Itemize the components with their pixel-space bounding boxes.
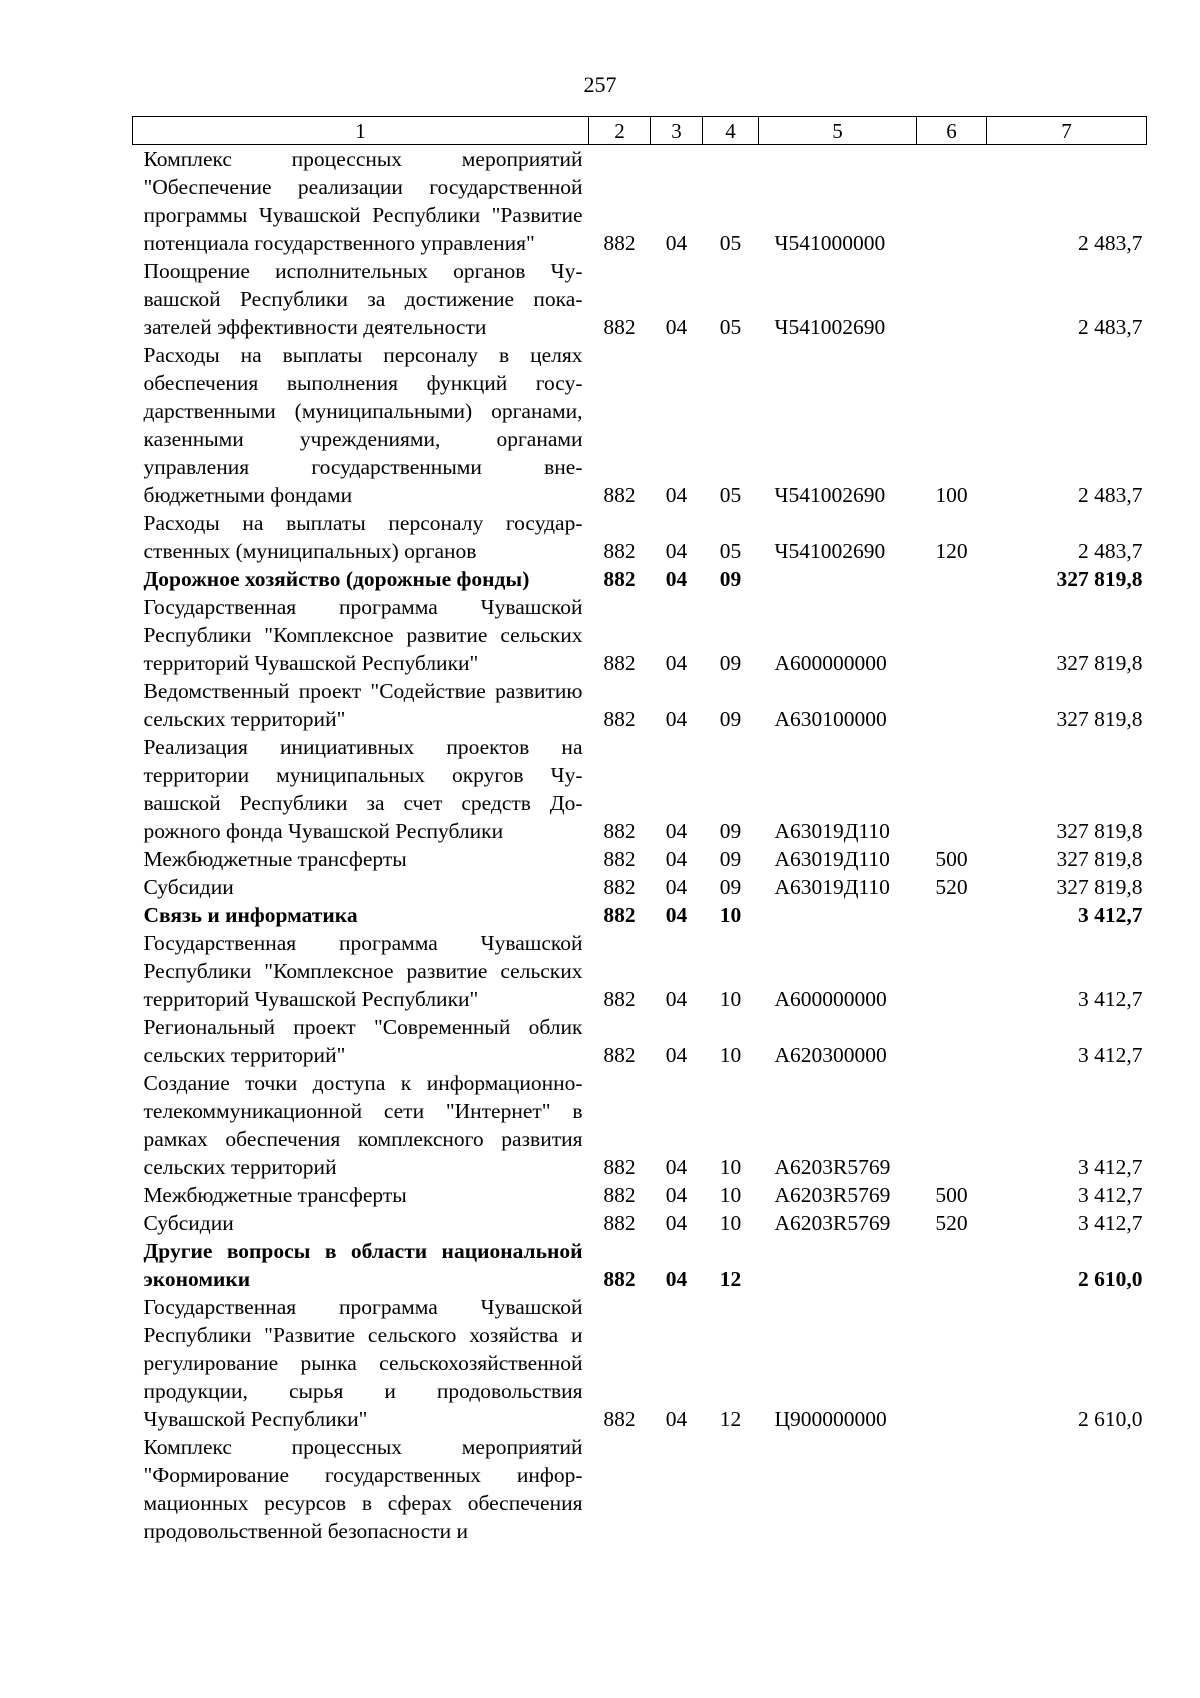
admin-code-cell: 882 xyxy=(603,847,636,871)
row-name-cell: Реализация инициативных проектов на территории муниципальных округов Чувашской Республики за счет средств Дорожного фонда Чувашской Республики xyxy=(143,735,583,843)
column-header: 4 xyxy=(703,117,759,145)
section-cell: 04 xyxy=(665,1043,688,1067)
amount-cell: 327 819,8 xyxy=(1056,847,1143,871)
section-cell xyxy=(651,1433,703,1545)
table-row xyxy=(133,593,1147,677)
subsection-cell: 10 xyxy=(719,1211,742,1235)
row-name-cell: Расходы на выплаты персоналу в целях обеспечения выполнения функций государственными (муниципальными) органами, казенными учреждениями, органами управления государственными внебюджетными фондами xyxy=(143,343,583,507)
target-article-cell xyxy=(759,565,917,593)
table-body xyxy=(133,145,1147,1546)
target-article-cell: А63019Д110 xyxy=(774,819,890,843)
target-article-cell: А600000000 xyxy=(774,987,887,1011)
section-cell: 04 xyxy=(665,315,688,339)
row-name-cell: Государственная программа Чувашской Республики "Комплексное развитие сельских территорий Чувашской Республики" xyxy=(143,931,583,1011)
amount-cell: 2 610,0 xyxy=(1078,1267,1143,1291)
target-article-cell: А630100000 xyxy=(774,707,887,731)
row-name-cell: Создание точки доступа к информационно-телекоммуникационной сети "Интернет" в рамках обеспечения комплексного развития сельских территорий xyxy=(143,1071,583,1179)
section-cell: 04 xyxy=(665,231,688,255)
amount-cell: 2 610,0 xyxy=(1078,1407,1143,1431)
table-row xyxy=(133,1237,1147,1293)
header-row xyxy=(133,117,1147,145)
row-name-cell: Дорожное хозяйство (дорожные фонды) xyxy=(143,567,530,591)
section-cell: 04 xyxy=(665,1407,688,1431)
amount-cell: 3 412,7 xyxy=(1078,1155,1143,1179)
admin-code-cell: 882 xyxy=(603,987,636,1011)
admin-code-cell: 882 xyxy=(603,651,636,675)
expense-type-cell xyxy=(917,929,987,1013)
expense-type-cell: 100 xyxy=(935,483,968,507)
expense-type-cell: 120 xyxy=(935,539,968,563)
table-row xyxy=(133,1209,1147,1237)
subsection-cell: 05 xyxy=(719,539,742,563)
table-header xyxy=(133,117,1147,145)
amount-cell: 3 412,7 xyxy=(1078,1043,1143,1067)
amount-cell: 3 412,7 xyxy=(1078,903,1143,927)
expense-type-cell: 500 xyxy=(935,847,968,871)
expense-type-cell xyxy=(917,1433,987,1545)
subsection-cell: 10 xyxy=(719,903,742,927)
section-cell: 04 xyxy=(665,1183,688,1207)
admin-code-cell: 882 xyxy=(603,1211,636,1235)
admin-code-cell: 882 xyxy=(603,1407,636,1431)
target-article-cell: Ч541002690 xyxy=(774,315,886,339)
column-header: 6 xyxy=(917,117,987,145)
section-cell: 04 xyxy=(665,651,688,675)
table-row xyxy=(133,509,1147,565)
table-row xyxy=(133,929,1147,1013)
subsection-cell: 09 xyxy=(719,707,742,731)
target-article-cell: А63019Д110 xyxy=(774,847,890,871)
target-article-cell xyxy=(759,1237,917,1293)
column-header: 3 xyxy=(651,117,703,145)
section-cell: 04 xyxy=(665,567,688,591)
expense-type-cell xyxy=(917,677,987,733)
amount-cell: 3 412,7 xyxy=(1078,1211,1143,1235)
amount-cell: 327 819,8 xyxy=(1056,567,1143,591)
row-name-cell: Межбюджетные трансферты xyxy=(143,1183,407,1207)
admin-code-cell: 882 xyxy=(603,539,636,563)
target-article-cell: Ч541002690 xyxy=(774,539,886,563)
admin-code-cell: 882 xyxy=(603,1155,636,1179)
row-name-cell: Государственная программа Чувашской Республики "Развитие сельского хозяйства и регулирование рынка сельскохозяйственной продукции, сырья и продовольствия Чувашской Республики" xyxy=(143,1295,583,1431)
subsection-cell: 09 xyxy=(719,819,742,843)
expense-type-cell: 520 xyxy=(935,1211,968,1235)
row-name-cell: Межбюджетные трансферты xyxy=(143,847,407,871)
target-article-cell: А620300000 xyxy=(774,1043,887,1067)
admin-code-cell: 882 xyxy=(603,1043,636,1067)
row-name-cell: Субсидии xyxy=(143,1211,234,1235)
target-article-cell xyxy=(759,1433,917,1545)
table-row xyxy=(133,873,1147,901)
subsection-cell: 09 xyxy=(719,651,742,675)
section-cell: 04 xyxy=(665,819,688,843)
section-cell: 04 xyxy=(665,903,688,927)
amount-cell xyxy=(987,1433,1147,1545)
section-cell: 04 xyxy=(665,987,688,1011)
row-name-cell: Комплекс процессных мероприятий "Формирование государственных информационных ресурсов в сферах обеспечения продовольственной безопасности и xyxy=(143,1435,583,1543)
table-row xyxy=(133,733,1147,845)
row-name-cell: Связь и информатика xyxy=(143,903,358,927)
amount-cell: 327 819,8 xyxy=(1056,875,1143,899)
amount-cell: 2 483,7 xyxy=(1078,483,1143,507)
amount-cell: 3 412,7 xyxy=(1078,987,1143,1011)
amount-cell: 2 483,7 xyxy=(1078,315,1143,339)
subsection-cell: 10 xyxy=(719,1155,742,1179)
amount-cell: 327 819,8 xyxy=(1056,707,1143,731)
target-article-cell: А63019Д110 xyxy=(774,875,890,899)
section-cell: 04 xyxy=(665,847,688,871)
admin-code-cell: 882 xyxy=(603,819,636,843)
row-name-cell: Расходы на выплаты персоналу государственных (муниципальных) органов xyxy=(143,511,583,563)
table-row xyxy=(133,341,1147,509)
expense-type-cell xyxy=(917,1069,987,1181)
row-name-cell: Другие вопросы в области национальной экономики xyxy=(143,1239,583,1291)
admin-code-cell: 882 xyxy=(603,483,636,507)
admin-code-cell: 882 xyxy=(603,231,636,255)
table-row xyxy=(133,1181,1147,1209)
section-cell: 04 xyxy=(665,539,688,563)
section-cell: 04 xyxy=(665,483,688,507)
target-article-cell xyxy=(759,901,917,929)
admin-code-cell: 882 xyxy=(603,1267,636,1291)
target-article-cell: Ч541002690 xyxy=(774,483,886,507)
row-name-cell: Субсидии xyxy=(143,875,234,899)
expense-type-cell: 520 xyxy=(935,875,968,899)
admin-code-cell: 882 xyxy=(603,1183,636,1207)
table-row xyxy=(133,1069,1147,1181)
expense-type-cell: 500 xyxy=(935,1183,968,1207)
table-row xyxy=(133,901,1147,929)
subsection-cell: 09 xyxy=(719,875,742,899)
target-article-cell: А600000000 xyxy=(774,651,887,675)
section-cell: 04 xyxy=(665,875,688,899)
section-cell: 04 xyxy=(665,1155,688,1179)
subsection-cell: 10 xyxy=(719,1183,742,1207)
table-row xyxy=(133,565,1147,593)
subsection-cell: 09 xyxy=(719,567,742,591)
amount-cell: 2 483,7 xyxy=(1078,231,1143,255)
admin-code-cell xyxy=(589,1433,651,1545)
subsection-cell: 05 xyxy=(719,315,742,339)
budget-table xyxy=(132,116,1147,1545)
row-name-cell: Государственная программа Чувашской Республики "Комплексное развитие сельских территорий Чувашской Республики" xyxy=(143,595,583,675)
section-cell: 04 xyxy=(665,1267,688,1291)
expense-type-cell xyxy=(917,733,987,845)
expense-type-cell xyxy=(917,257,987,341)
subsection-cell: 05 xyxy=(719,231,742,255)
table-row xyxy=(133,1293,1147,1433)
amount-cell: 3 412,7 xyxy=(1078,1183,1143,1207)
amount-cell: 2 483,7 xyxy=(1078,539,1143,563)
column-header: 7 xyxy=(987,117,1147,145)
target-article-cell: А6203R5769 xyxy=(774,1155,891,1179)
amount-cell: 327 819,8 xyxy=(1056,651,1143,675)
subsection-cell: 09 xyxy=(719,847,742,871)
expense-type-cell xyxy=(917,1237,987,1293)
expense-type-cell xyxy=(917,593,987,677)
subsection-cell xyxy=(703,1433,759,1545)
admin-code-cell: 882 xyxy=(603,315,636,339)
target-article-cell: Ч541000000 xyxy=(774,231,886,255)
page-number: 257 xyxy=(583,72,617,97)
table-row xyxy=(133,1433,1147,1545)
expense-type-cell xyxy=(917,1013,987,1069)
table-row xyxy=(133,1013,1147,1069)
table-row xyxy=(133,845,1147,873)
table-row xyxy=(133,145,1147,258)
column-header: 2 xyxy=(589,117,651,145)
subsection-cell: 05 xyxy=(719,483,742,507)
subsection-cell: 12 xyxy=(719,1407,742,1431)
expense-type-cell xyxy=(917,565,987,593)
table-row xyxy=(133,677,1147,733)
row-name-cell: Поощрение исполнительных органов Чувашской Республики за достижение показателей эффективности деятельности xyxy=(143,259,583,339)
section-cell: 04 xyxy=(665,707,688,731)
section-cell: 04 xyxy=(665,1211,688,1235)
row-name-cell: Региональный проект "Современный облик сельских территорий" xyxy=(143,1015,583,1067)
target-article-cell: А6203R5769 xyxy=(774,1211,891,1235)
subsection-cell: 12 xyxy=(719,1267,742,1291)
admin-code-cell: 882 xyxy=(603,875,636,899)
subsection-cell: 10 xyxy=(719,1043,742,1067)
subsection-cell: 10 xyxy=(719,987,742,1011)
expense-type-cell xyxy=(917,145,987,258)
table-row xyxy=(133,257,1147,341)
admin-code-cell: 882 xyxy=(603,567,636,591)
target-article-cell: А6203R5769 xyxy=(774,1183,891,1207)
column-header: 5 xyxy=(759,117,917,145)
expense-type-cell xyxy=(917,1293,987,1433)
row-name-cell: Комплекс процессных мероприятий "Обеспечение реализации государственной программы Чувашской Республики "Развитие потенциала государственного управления" xyxy=(143,147,583,255)
target-article-cell: Ц900000000 xyxy=(774,1407,887,1431)
row-name-cell: Ведомственный проект "Содействие развитию сельских территорий" xyxy=(143,679,583,731)
expense-type-cell xyxy=(917,901,987,929)
admin-code-cell: 882 xyxy=(603,903,636,927)
admin-code-cell: 882 xyxy=(603,707,636,731)
column-header: 1 xyxy=(133,117,589,145)
amount-cell: 327 819,8 xyxy=(1056,819,1143,843)
